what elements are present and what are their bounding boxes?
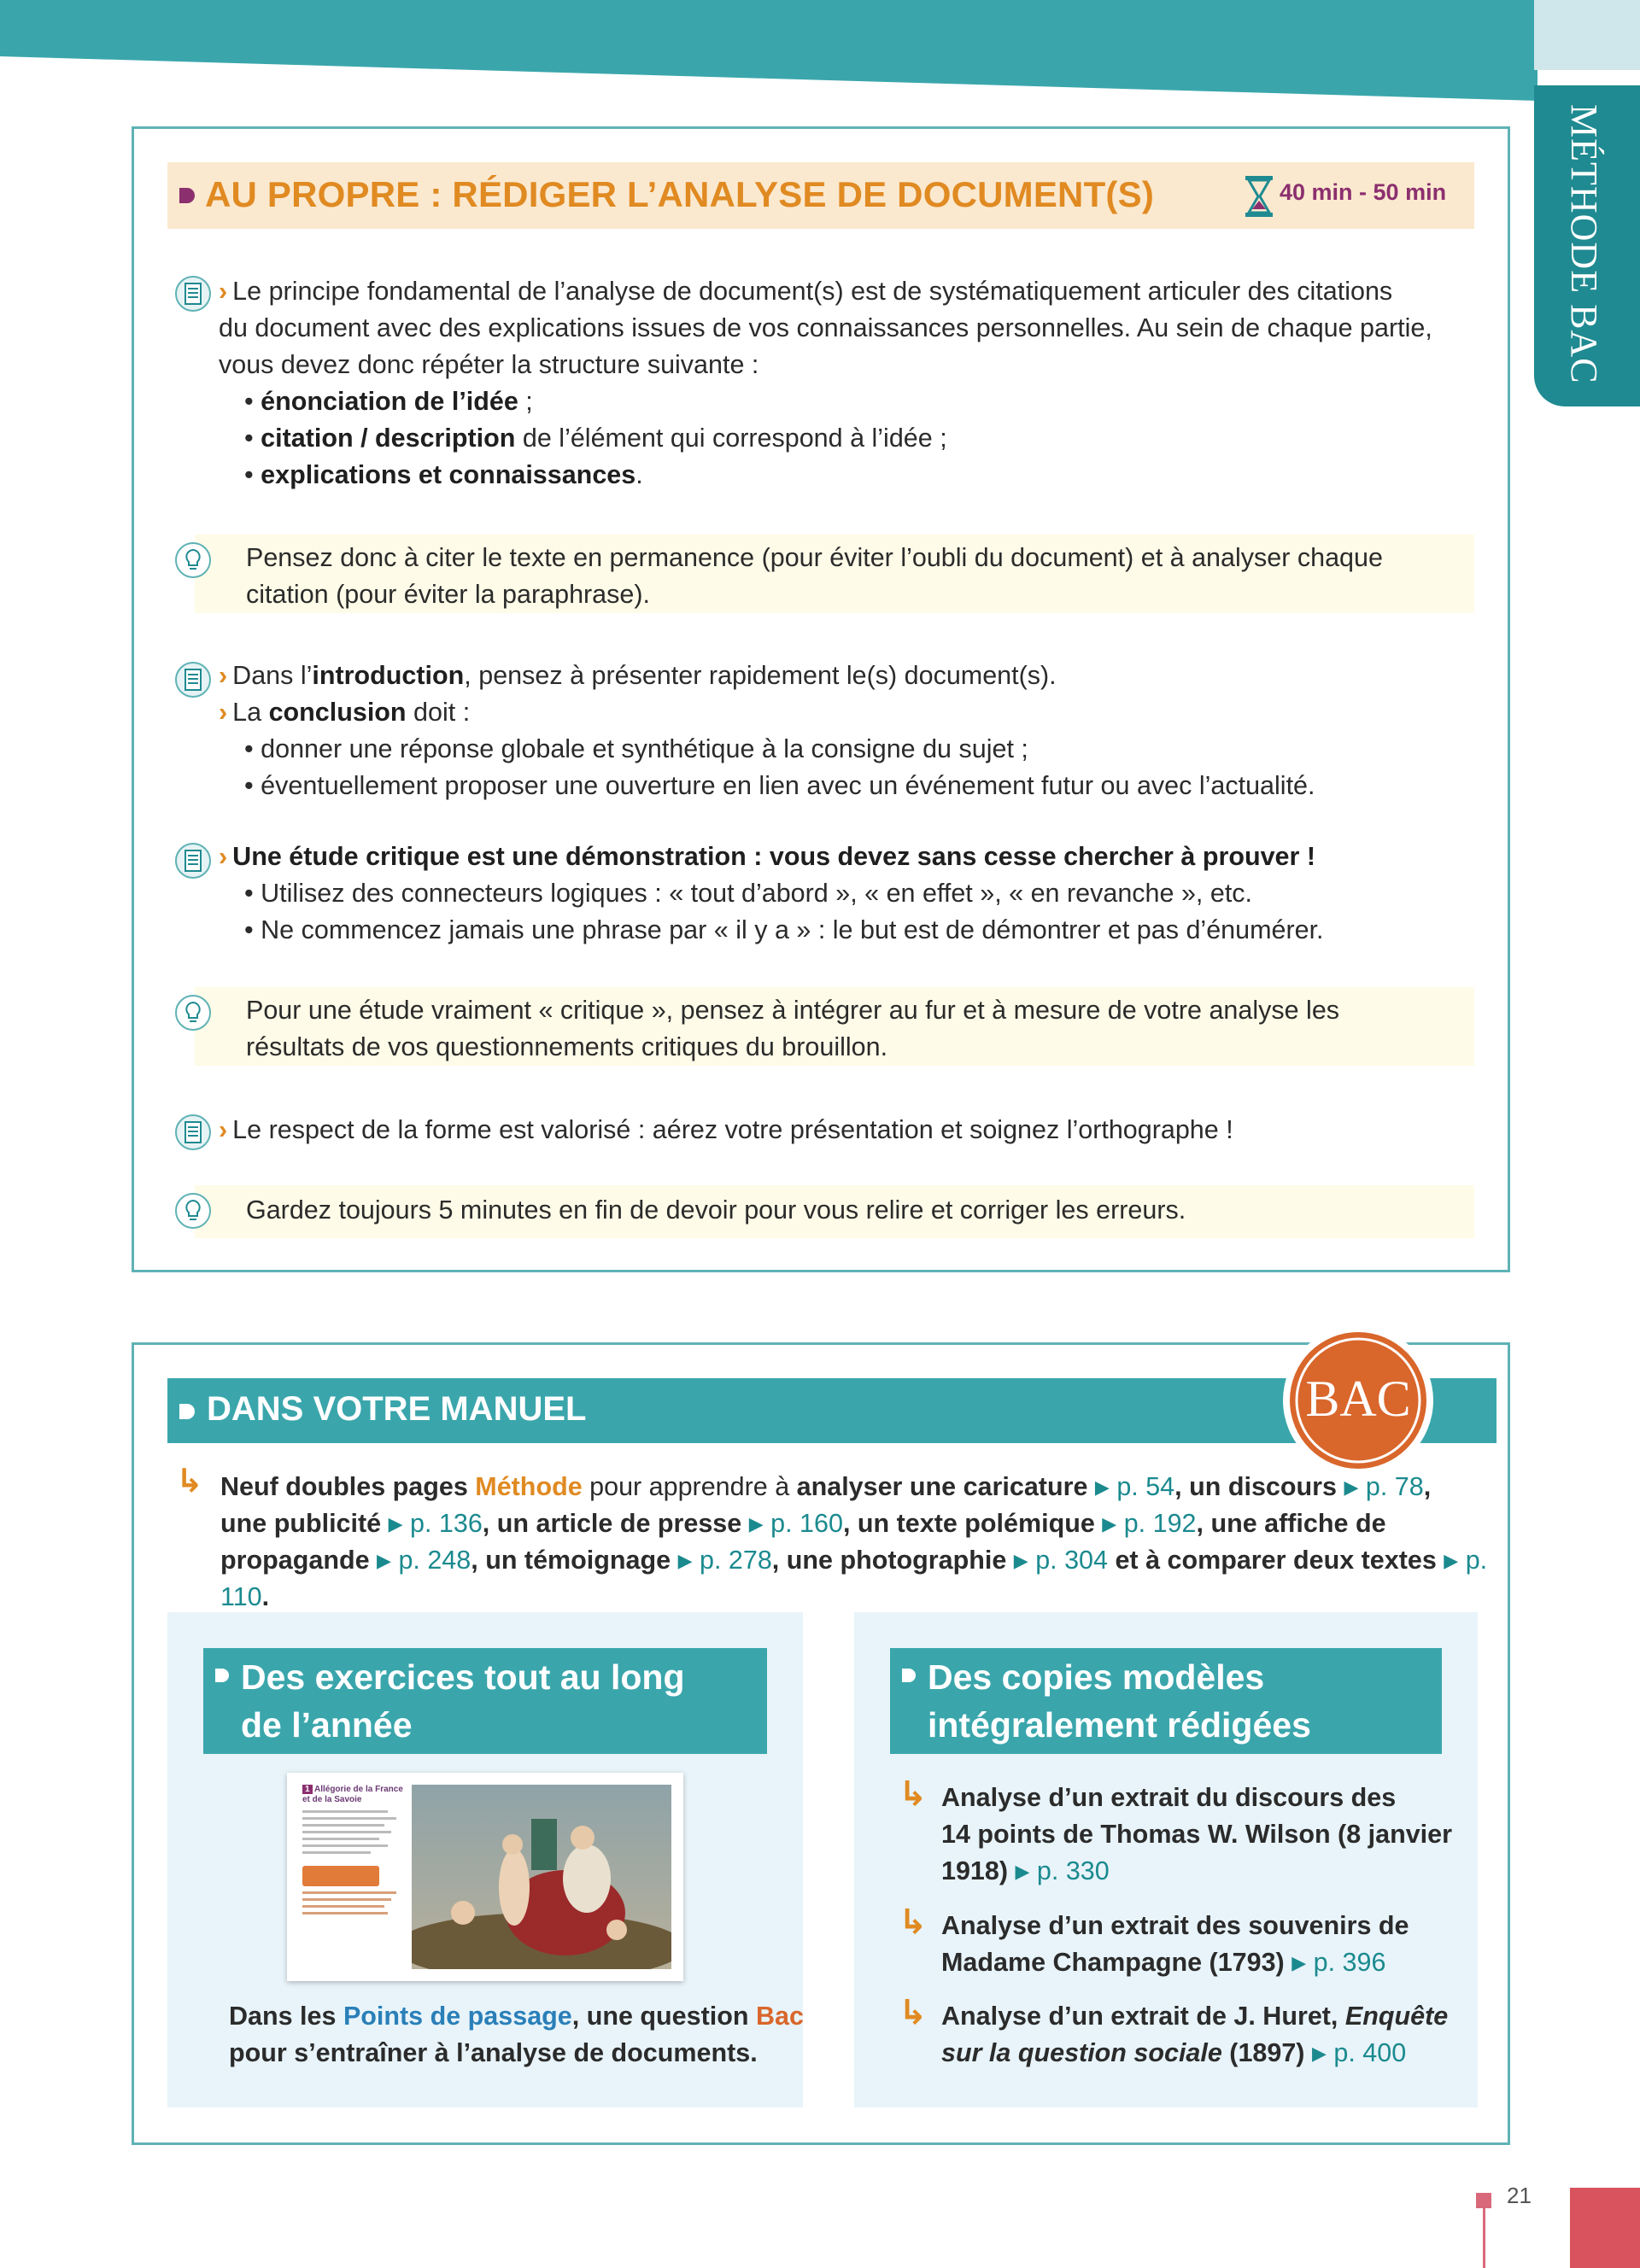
section-title: AU PROPRE : RÉDIGER L’ANALYSE DE DOCUMENT(S) (205, 174, 1155, 214)
italic-title: sur la question sociale (941, 2038, 1222, 2067)
panel-title-line: intégralement rédigées (928, 1705, 1311, 1745)
text-line: Madame Champagne (1793) (941, 1948, 1285, 1977)
text-line: , un témoignage (471, 1546, 671, 1575)
page-ref-label: p. 110 (220, 1546, 1488, 1611)
page-ref-label: p. 160 (770, 1509, 843, 1538)
text-line: , un discours (1174, 1472, 1337, 1501)
page-number: 21 (1507, 2183, 1532, 2208)
text-line: Dans les (229, 2002, 343, 2031)
side-tab-top (1534, 0, 1640, 70)
page-ref[interactable]: ▶ p. 396 (1292, 1948, 1386, 1977)
thumbnail-caption: Allégorie de la France et de la Savoie (302, 1785, 403, 1804)
side-tab-label: MÉTHODE BAC (1563, 104, 1605, 384)
panel-header (203, 1648, 767, 1754)
bullet-line: • éventuellement proposer une ouverture en lien avec un événement futur ou avec l’actualité. (244, 771, 1315, 800)
page-ref[interactable]: ▶ p. 304 (1013, 1546, 1108, 1575)
text-line: analyser une caricature (796, 1472, 1088, 1501)
document-icon (174, 661, 212, 699)
points-de-passage-link[interactable]: Points de passage (343, 2002, 572, 2031)
page-ref-label: p. 54 (1116, 1472, 1175, 1501)
page-corner-block (1570, 2188, 1640, 2268)
paragraph-form: › Le respect de la forme est valorisé : aérez votre présentation et soignez l’orthographe ! (219, 1115, 1233, 1144)
paragraph-intro-conclusion: › Dans l’introduction, pensez à présenter rapidement le(s) document(s). › La conclusion doit : • donner une réponse globale et synthétique à la consigne du sujet ; • éventuellement proposer une ouverture en lien avec un événement futur ou avec l’actualité. (219, 658, 1315, 804)
text-line: , un texte polémique (842, 1509, 1095, 1538)
text-line: . (261, 1582, 270, 1611)
text-line: ; (518, 387, 533, 416)
paragraph-principle: › Le principe fondamental de l’analyse de document(s) est de systématiquement articuler des citations du document avec des explications issues de vos connaissances personnelles. Au sein de chaque partie, vous devez donc répéter la structure suivante : • énonciation de l’idée ; • citation / description de l’élément qui correspond à l’idée ; • explications et connaissances. (219, 277, 1432, 489)
page-marker (1476, 2193, 1491, 2208)
page-ref[interactable]: ▶ p. 330 (1015, 1856, 1110, 1885)
text-line: , une question (571, 2002, 756, 2031)
lightbulb-icon (174, 541, 212, 579)
bac-badge-icon (1281, 1324, 1435, 1477)
section-header (167, 162, 1474, 229)
page-ref[interactable]: ▶ p. 136 (388, 1509, 483, 1538)
text-line: du document avec des explications issues de vos connaissances personnelles. Au sein de chaque partie, (219, 313, 1432, 342)
lightbulb-icon (174, 994, 212, 1032)
panel-title-line: de l’année (241, 1705, 413, 1745)
text-line: Pour une étude vraiment « critique », pensez à intégrer au fur et à mesure de votre analyse les (246, 996, 1340, 1025)
header-bullet-icon (902, 1669, 916, 1682)
page-ref-label: p. 278 (699, 1546, 772, 1575)
text-line: , un article de presse (482, 1509, 742, 1538)
text-line: citation (pour éviter la paraphrase). (246, 580, 650, 609)
return-arrow-icon: ↳ (899, 1903, 928, 1941)
text-line: La (232, 698, 269, 727)
text-line: de l’élément qui correspond à l’idée ; (515, 424, 947, 453)
page-ref[interactable]: ▶ p. 278 (677, 1546, 772, 1575)
page-ref-label: p. 78 (1365, 1472, 1424, 1501)
text-line: et à comparer deux textes (1108, 1546, 1437, 1575)
page-ref-label: p. 400 (1333, 2038, 1407, 2067)
text-line: propagande (220, 1546, 370, 1575)
bold-term: conclusion (268, 698, 407, 727)
text-line: pour s’entraîner à l’analyse de documents. (229, 2038, 758, 2067)
text-line: , une affiche de (1196, 1509, 1386, 1538)
text-line: Le principe fondamental de l’analyse de document(s) est de systématiquement articuler des citations (232, 277, 1393, 306)
text-line: Neuf doubles pages (220, 1472, 476, 1501)
page-ref[interactable]: ▶ p. 78 (1344, 1472, 1424, 1501)
tip-text (246, 992, 1339, 1066)
header-bullet-icon (179, 188, 195, 203)
bold-term: énonciation de l’idée (261, 387, 518, 416)
header-bullet-icon (179, 1404, 195, 1419)
text-line: pour apprendre à (582, 1472, 797, 1501)
page-ref[interactable]: ▶ p. 54 (1094, 1472, 1175, 1501)
lightbulb-icon (174, 1192, 212, 1230)
tip-text (246, 1192, 1186, 1229)
bold-term: citation / description (261, 424, 516, 453)
text-line: . (636, 460, 643, 489)
page-ref-label: p. 192 (1123, 1509, 1197, 1538)
top-banner (0, 0, 1640, 102)
page-ref-label: p. 136 (409, 1509, 483, 1538)
page-thumbnail[interactable] (287, 1773, 683, 1981)
return-arrow-icon: ↳ (899, 1775, 928, 1813)
text-line: une publicité (220, 1509, 382, 1538)
text-line: , (1423, 1472, 1432, 1501)
text-line: 14 points de Thomas W. Wilson (8 janvier (941, 1820, 1452, 1849)
paragraph-demonstration: › Une étude critique est une démonstration : vous devez sans cesse chercher à prouver ! • Utilisez des connecteurs logiques : « tout d’abord », « en effet », « en revanche », etc. • Ne commencez jamais une phrase par « il y a » : le but est de démontrer et pas d’énumérer. (219, 839, 1324, 949)
model-copy-item (941, 1998, 1448, 2072)
model-copy-item (941, 1908, 1409, 1981)
text-line: , pensez à présenter rapidement le(s) document(s). (464, 661, 1057, 690)
bullet-line: • donner une réponse globale et synthétique à la consigne du sujet ; (244, 734, 1028, 763)
header-bullet-icon (215, 1669, 229, 1682)
text-line: Dans l’ (232, 661, 313, 690)
bold-term: introduction (312, 661, 465, 690)
text-line: Pensez donc à citer le texte en permanence (pour éviter l’oubli du document) et à analyser chaque (246, 543, 1383, 572)
bold-term: Une étude critique est une démonstration : vous devez sans cesse chercher à prouver ! (232, 842, 1316, 871)
manual-intro (176, 1464, 1491, 1616)
page-ref-label: p. 248 (398, 1546, 472, 1575)
bullet-line: • Ne commencez jamais une phrase par « il y a » : le but est de démontrer et pas d’énumérer. (244, 915, 1324, 944)
text-line: vous devez donc répéter la structure suivante : (219, 350, 759, 379)
panel-header (890, 1648, 1442, 1754)
page-ref-label: p. 330 (1036, 1856, 1110, 1885)
page-ref-label: p. 396 (1313, 1948, 1386, 1977)
page-marker-line (1483, 2208, 1485, 2268)
text-line: résultats de vos questionnements critiques du brouillon. (246, 1032, 888, 1061)
bac-label: Bac (755, 2002, 804, 2031)
text-line: , une photographie (771, 1546, 1007, 1575)
panel-title-line: Des exercices tout au long (241, 1657, 685, 1697)
bold-term: explications et connaissances (261, 460, 636, 489)
page-ref[interactable]: ▶ p. 248 (377, 1546, 472, 1575)
tip-text (246, 540, 1383, 613)
page-ref-label: p. 304 (1035, 1546, 1108, 1575)
thumbnail-number: 1 (302, 1785, 313, 1794)
page-ref[interactable]: ▶ p. 160 (748, 1509, 843, 1538)
hourglass-icon (1244, 174, 1274, 219)
return-arrow-icon: ↳ (899, 1994, 928, 2031)
text-line: Gardez toujours 5 minutes en fin de devoir pour vous relire et corriger les erreurs. (246, 1195, 1186, 1225)
page-ref[interactable]: ▶ p. 400 (1311, 2038, 1407, 2067)
italic-title: Enquête (1344, 2002, 1449, 2031)
page-ref[interactable]: ▶ p. 110 (220, 1546, 1488, 1611)
text-line: 1918) (941, 1856, 1009, 1885)
text-line: Le respect de la forme est valorisé : aérez votre présentation et soignez l’orthographe ! (232, 1115, 1233, 1144)
page-ref[interactable]: ▶ p. 192 (1102, 1509, 1197, 1538)
model-copy-item (941, 1780, 1452, 1890)
bac-badge-label: BAC (1305, 1371, 1411, 1427)
methode-label: Méthode (475, 1472, 583, 1501)
document-icon (174, 842, 212, 880)
return-arrow-icon: ↳ (176, 1464, 203, 1499)
text-line: Analyse d’un extrait de J. Huret, (941, 2002, 1345, 2031)
text-line: doit : (406, 698, 471, 727)
panel-title-line: Des copies modèles (928, 1657, 1265, 1697)
thumbnail-sidebar (302, 1785, 405, 1914)
document-icon (174, 275, 212, 313)
left-panel-caption (229, 1998, 804, 2072)
allegory-painting (412, 1785, 671, 1969)
document-icon (174, 1114, 212, 1151)
text-line: Analyse d’un extrait des souvenirs de (941, 1911, 1409, 1940)
bullet-line: • Utilisez des connecteurs logiques : « tout d’abord », « en effet », « en revanche », etc. (244, 879, 1253, 908)
text-line: (1897) (1221, 2038, 1305, 2067)
duration-label: 40 min - 50 min (1280, 179, 1447, 205)
section-title: DANS VOTRE MANUEL (207, 1390, 587, 1428)
text-line: Analyse d’un extrait du discours des (941, 1783, 1397, 1812)
